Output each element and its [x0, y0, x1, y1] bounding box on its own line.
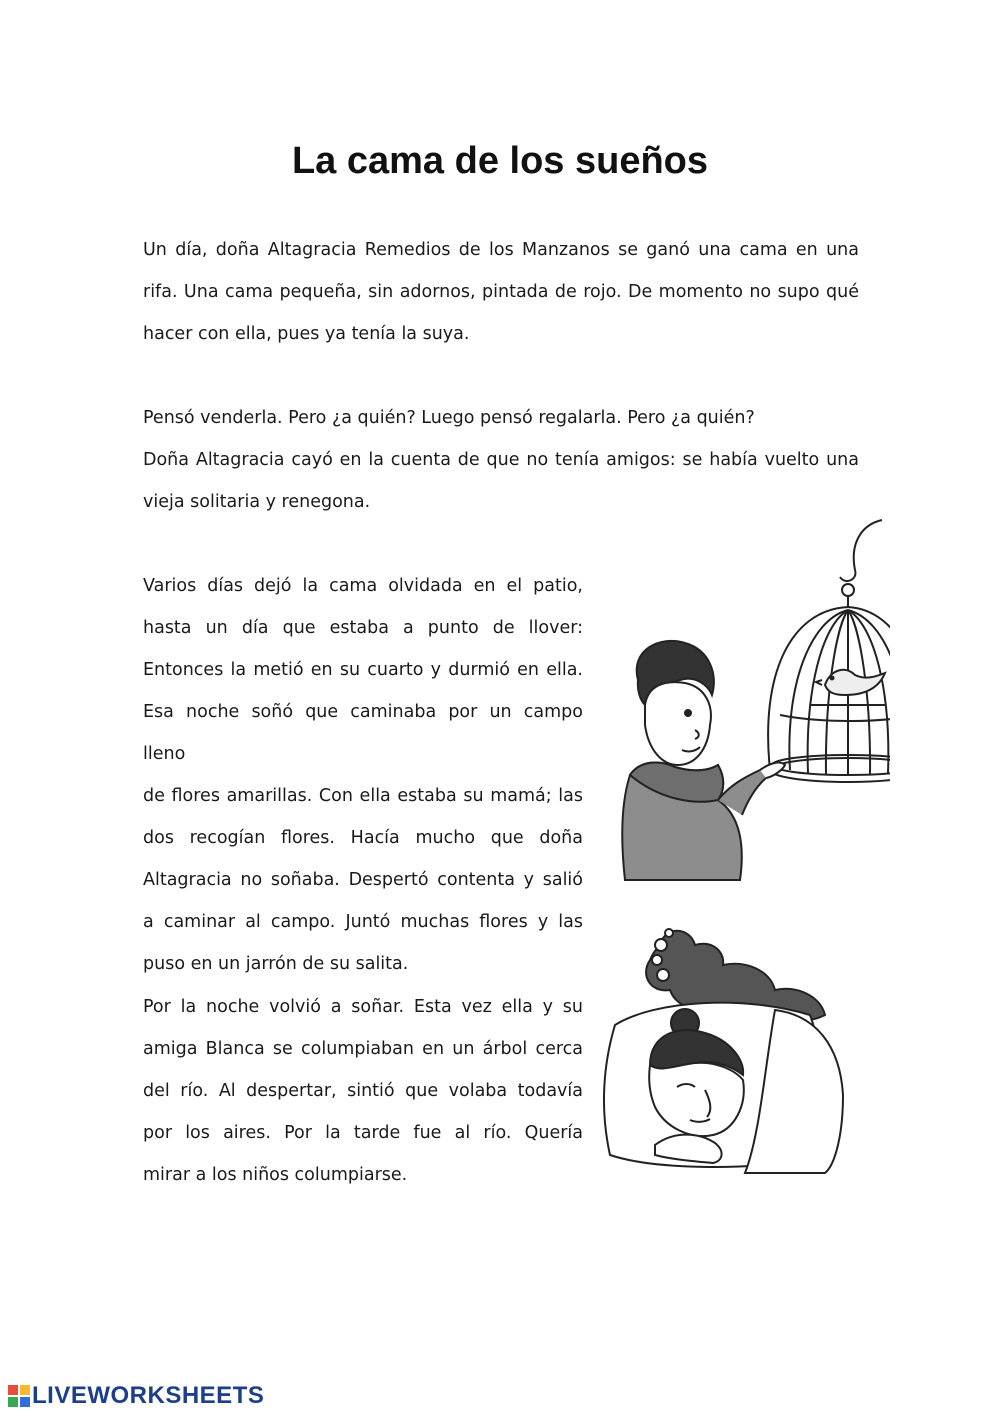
paragraph-line: hacer con ella, pues ya tenía la suya. [143, 324, 470, 344]
paragraph-line: Pensó venderla. Pero ¿a quién? Luego pensó regalarla. Pero ¿a quién? [143, 408, 755, 428]
paragraph-line: dos recogían flores. Hacía mucho que doña [143, 828, 583, 848]
page-title: La cama de los sueños [291, 140, 709, 182]
paragraph-line: Entonces la metió en su cuarto y durmió en ella. [143, 660, 583, 680]
paragraph-line: a caminar al campo. Juntó muchas flores y las [143, 912, 583, 932]
paragraph-line: Por la noche volvió a soñar. Esta vez ella y su [143, 997, 583, 1017]
paragraph-line: rifa. Una cama pequeña, sin adornos, pintada de rojo. De momento no supo qué [143, 282, 859, 302]
paragraph-line: del río. Al despertar, sintió que volaba todavía [143, 1081, 583, 1101]
paragraph-line: Un día, doña Altagracia Remedios de los Manzanos se ganó una cama en una [143, 240, 859, 260]
liveworksheets-brand: LIVEWORKSHEETS [32, 1382, 265, 1409]
paragraph-line: puso en un jarrón de su salita. [143, 954, 409, 974]
paragraph-line: vieja solitaria y renegona. [143, 492, 371, 512]
paragraph-line: Esa noche soñó que caminaba por un campo lleno [143, 702, 583, 764]
paragraph-line: mirar a los niños columpiarse. [143, 1165, 408, 1185]
woman-with-birdcage-illustration [600, 515, 890, 895]
paragraph-line: Varios días dejó la cama olvidada en el patio, [143, 576, 583, 596]
paragraph-line: Doña Altagracia cayó en la cuenta de que no tenía amigos: se había vuelto una [143, 450, 859, 470]
paragraph-line: Altagracia no soñaba. Despertó contenta y salió [143, 870, 583, 890]
paragraph-line: de flores amarillas. Con ella estaba su mamá; las [143, 786, 583, 806]
liveworksheets-logo-icon [8, 1385, 30, 1407]
paragraph-line: por los aires. Por la tarde fue al río. Quería [143, 1123, 583, 1143]
paragraph-line: amiga Blanca se columpiaban en un árbol cerca [143, 1039, 583, 1059]
woman-sleeping-illustration [595, 915, 845, 1175]
paragraph-line: hasta un día que estaba a punto de llover: [143, 618, 583, 638]
paragraph-3 [143, 565, 583, 985]
liveworksheets-logo [8, 1381, 264, 1411]
paragraph-2 [143, 397, 859, 523]
paragraph-4 [143, 986, 583, 1196]
paragraph-1 [143, 229, 859, 355]
